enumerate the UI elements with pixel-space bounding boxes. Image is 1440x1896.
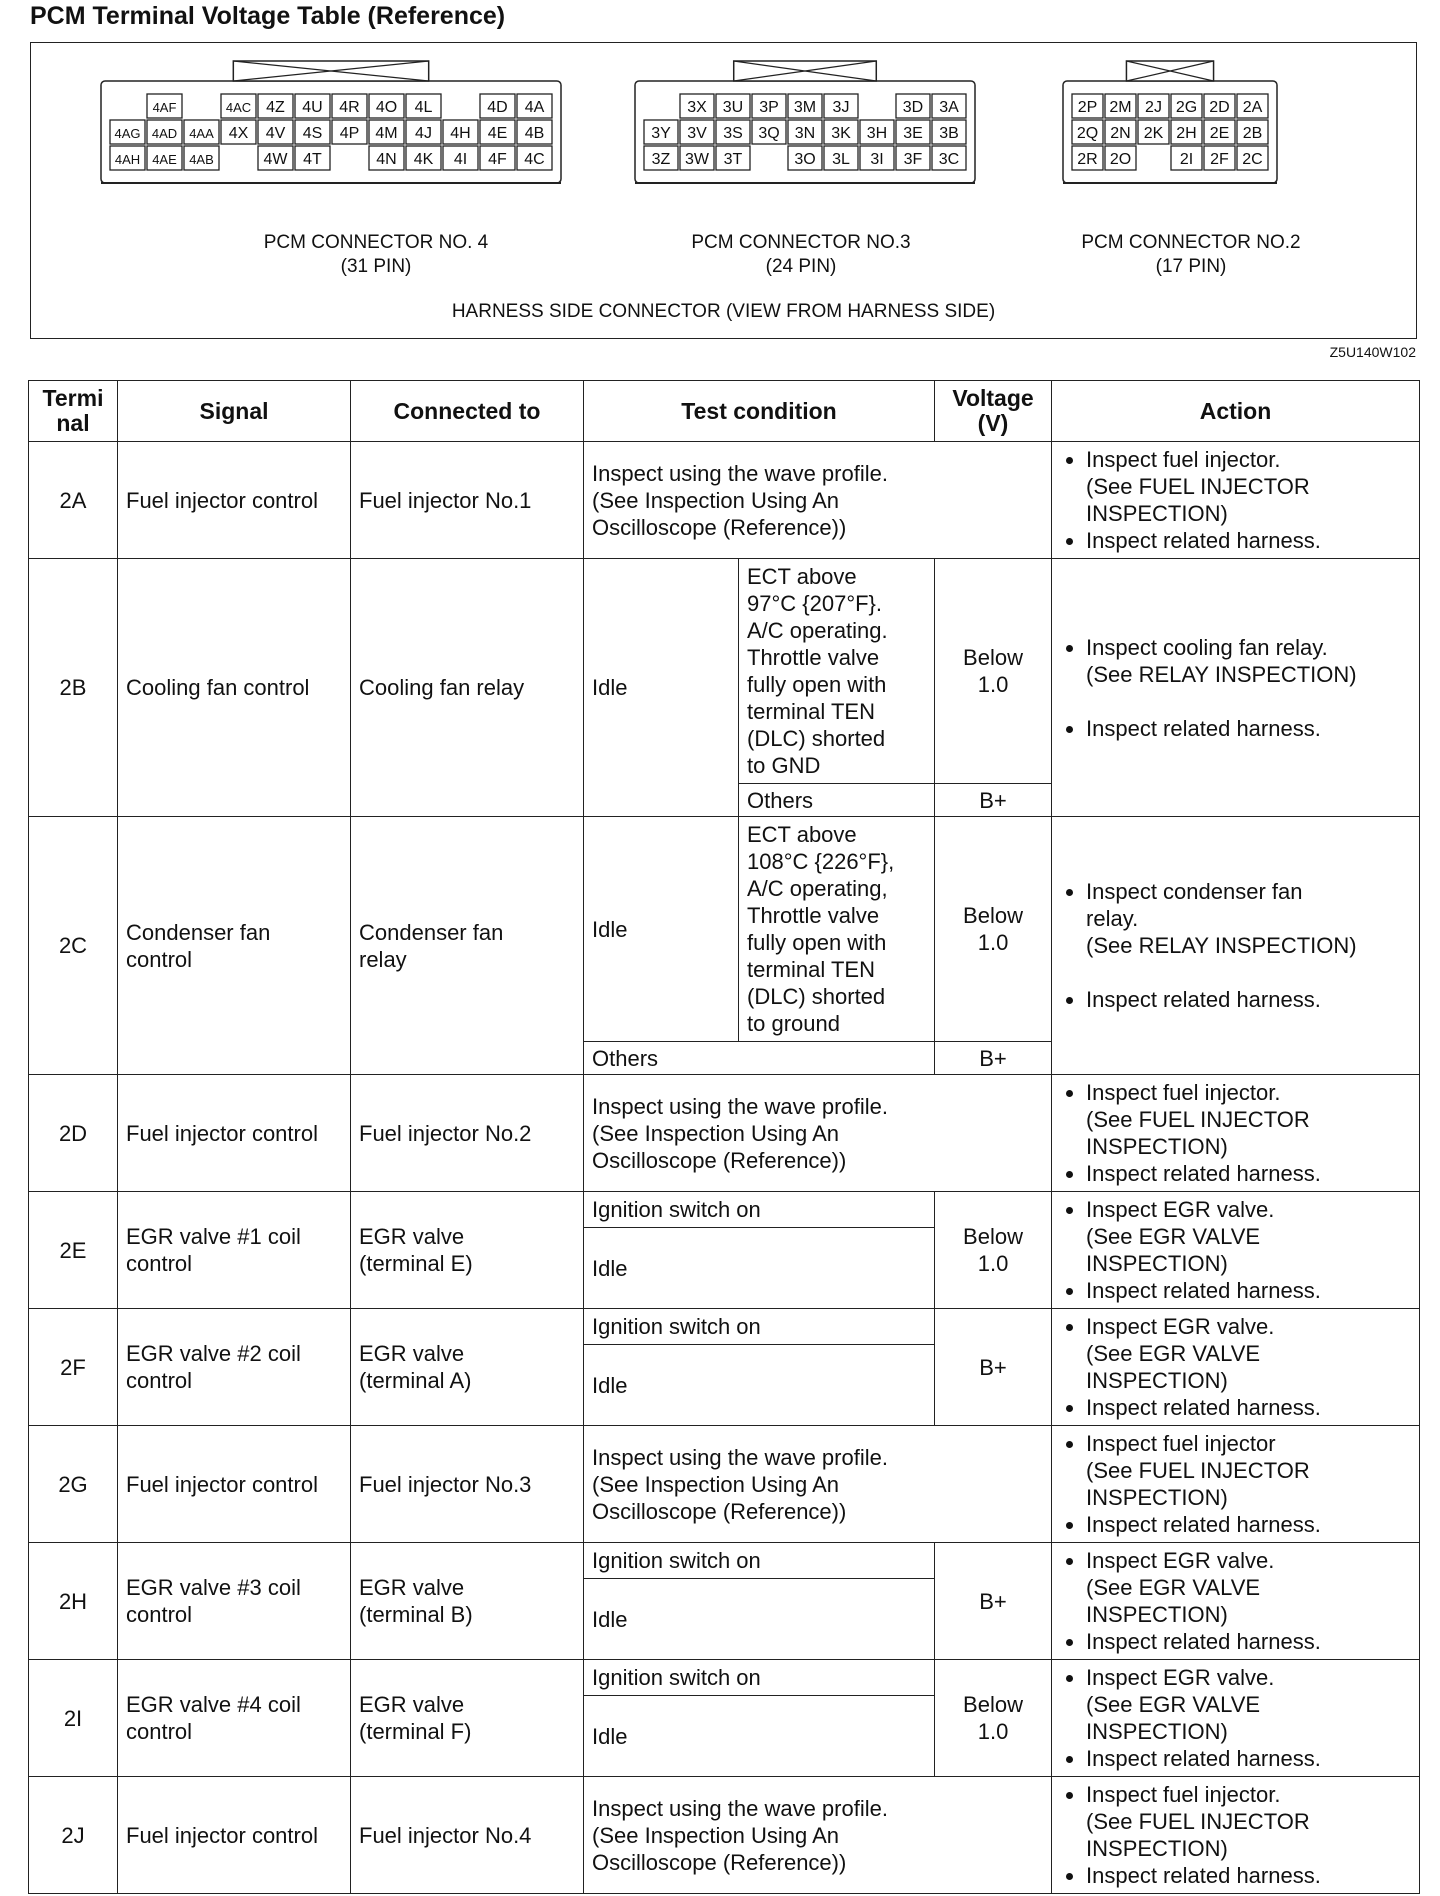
connector-no4-pin-label: 4U: [302, 99, 323, 116]
connector-no3-pin-label: 3P: [759, 99, 779, 116]
connected-cell: EGR valve (terminal B): [351, 1543, 584, 1660]
connector-no4-pin-label: 4C: [524, 151, 545, 168]
action-cell: [1052, 1660, 1420, 1777]
action-item: • Inspect related harness.: [1086, 986, 1411, 1013]
connector-no3-pin-count: (24 PIN): [765, 256, 837, 277]
header-voltage: Voltage (V): [935, 381, 1052, 442]
terminal-cell: 2F: [29, 1309, 118, 1426]
test-condition-cell: Inspect using the wave profile. (See Inspection Using An Oscilloscope (Reference)): [584, 1777, 1052, 1894]
connector-no4-pin-label: 4AC: [225, 100, 252, 115]
table-row: [29, 817, 1420, 1042]
connector-no4-pin-label: 4S: [302, 125, 323, 142]
connector-no3-pin-label: 3X: [687, 99, 707, 116]
signal-cell: Fuel injector control: [118, 1426, 351, 1543]
connector-no4-label: [211, 231, 541, 279]
table-row: [29, 1777, 1420, 1894]
connector-no4-pin-label: 4N: [376, 151, 397, 168]
voltage-cell: B+: [935, 784, 1052, 817]
connector-no4-pin-label: 4A: [524, 99, 545, 116]
test-subcondition-cell: ECT above 97°C {207°F}. A/C operating. Throttle valve fully open with terminal TEN (DLC) shorted to GND: [739, 559, 935, 784]
test-condition-cell: Ignition switch on: [584, 1660, 935, 1696]
action-item: • Inspect EGR valve. (See EGR VALVE INSPECTION): [1086, 1196, 1411, 1277]
voltage-cell: B+: [935, 1543, 1052, 1660]
connector-no2-name: PCM CONNECTOR NO.2: [1081, 232, 1301, 253]
connector-no3-pin-label: 3Y: [651, 125, 671, 142]
action-item: • Inspect EGR valve. (See EGR VALVE INSPECTION): [1086, 1313, 1411, 1394]
connector-no3-pin-label: 3F: [903, 151, 923, 168]
action-cell: [1052, 1309, 1420, 1426]
connector-no3-pin-label: 3K: [831, 125, 851, 142]
voltage-cell: Below 1.0: [935, 817, 1052, 1042]
terminal-cell: 2E: [29, 1192, 118, 1309]
harness-note: HARNESS SIDE CONNECTOR (VIEW FROM HARNESS SIDE): [451, 301, 996, 322]
connector-no4-pin-label: 4R: [339, 99, 360, 116]
connector-no3-pin-label: 3D: [902, 99, 924, 116]
connector-no4-pin-label: 4E: [487, 125, 508, 142]
table-row: [29, 1543, 1420, 1579]
test-condition-cell: Inspect using the wave profile. (See Inspection Using An Oscilloscope (Reference)): [584, 1426, 1052, 1543]
table-row: [29, 1426, 1420, 1543]
action-item: • Inspect related harness.: [1086, 1862, 1411, 1889]
connected-cell: Cooling fan relay: [351, 559, 584, 817]
voltage-cell: B+: [935, 1309, 1052, 1426]
action-item: • Inspect fuel injector (See FUEL INJECTOR INSPECTION): [1086, 1430, 1411, 1511]
action-item: • Inspect cooling fan relay. (See RELAY INSPECTION): [1086, 634, 1411, 688]
connector-no4-pin-label: 4O: [375, 99, 398, 116]
test-condition-cell: Idle: [584, 559, 739, 817]
connector-no3-pin-label: 3M: [793, 99, 817, 116]
connector-no2-pin-label: 2B: [1242, 125, 1263, 142]
connector-no2-pin-count: (17 PIN): [1155, 256, 1227, 277]
connector-no4-pin-label: 4H: [450, 125, 471, 142]
table-row: [29, 1309, 1420, 1345]
action-item: • Inspect related harness.: [1086, 1628, 1411, 1655]
terminal-cell: 2D: [29, 1075, 118, 1192]
connector-no4-pin-label: 4K: [413, 151, 434, 168]
connector-no3-pin-label: 3L: [832, 151, 850, 168]
test-condition-cell: Idle: [584, 817, 739, 1042]
connector-no3-label: [651, 231, 951, 279]
signal-cell: EGR valve #3 coil control: [118, 1543, 351, 1660]
table-row: [29, 1075, 1420, 1192]
connector-no3-pin-label: 3Q: [758, 125, 780, 142]
connected-cell: Condenser fan relay: [351, 817, 584, 1075]
test-condition-cell: Idle: [584, 1228, 935, 1309]
connector-no3-pin-label: 3N: [794, 125, 816, 142]
signal-cell: Condenser fan control: [118, 817, 351, 1075]
connected-cell: Fuel injector No.2: [351, 1075, 584, 1192]
connected-cell: EGR valve (terminal A): [351, 1309, 584, 1426]
connector-no2-pin-label: 2E: [1209, 125, 1230, 142]
connector-no2-pin-label: 2M: [1109, 99, 1132, 116]
connector-no2-pin-label: 2K: [1143, 125, 1164, 142]
test-condition-cell: Ignition switch on: [584, 1543, 935, 1579]
action-cell: [1052, 1543, 1420, 1660]
action-item: • Inspect fuel injector. (See FUEL INJECTOR INSPECTION): [1086, 1781, 1411, 1862]
connector-no2-label: [1041, 231, 1341, 279]
connector-no4-pin-label: 4X: [228, 125, 249, 142]
connector-no4-pin-label: 4AG: [114, 126, 141, 141]
header-row: [29, 381, 1420, 442]
signal-cell: Cooling fan control: [118, 559, 351, 817]
connector-no4-diagram: [101, 61, 561, 183]
connector-no2-pin-label: 2F: [1210, 151, 1229, 168]
connector-no2-pin-label: 2C: [1242, 151, 1263, 168]
connector-no2-pin-label: 2P: [1077, 99, 1098, 116]
connector-no2-pin-label: 2G: [1175, 99, 1198, 116]
action-cell: [1052, 817, 1420, 1075]
voltage-cell: Below 1.0: [935, 559, 1052, 784]
action-item: • Inspect related harness.: [1086, 1394, 1411, 1421]
action-item: • Inspect related harness.: [1086, 1277, 1411, 1304]
table-row: [29, 559, 1420, 784]
page-title: PCM Terminal Voltage Table (Reference): [30, 2, 506, 30]
connector-no3-pin-label: 3Z: [651, 151, 671, 168]
test-condition-cell: Idle: [584, 1579, 935, 1660]
connector-no3-pin-label: 3A: [939, 99, 959, 116]
action-cell: [1052, 1075, 1420, 1192]
connector-no4-pin-label: 4F: [488, 151, 507, 168]
action-item: • Inspect fuel injector. (See FUEL INJECTOR INSPECTION): [1086, 1079, 1411, 1160]
terminal-cell: 2H: [29, 1543, 118, 1660]
action-item: • Inspect related harness.: [1086, 1745, 1411, 1772]
action-cell: [1052, 1777, 1420, 1894]
connector-no3-pin-label: 3J: [832, 99, 850, 116]
voltage-cell: B+: [935, 1042, 1052, 1075]
connector-no3-pin-label: 3S: [723, 125, 743, 142]
terminal-cell: 2C: [29, 817, 118, 1075]
connector-no4-pin-label: 4AF: [152, 100, 177, 115]
terminal-cell: 2A: [29, 442, 118, 559]
action-cell: [1052, 1192, 1420, 1309]
connector-no4-pin-count: (31 PIN): [340, 256, 412, 277]
voltage-cell: Below 1.0: [935, 1192, 1052, 1309]
figure-id: Z5U140W102: [1329, 344, 1416, 360]
connector-no3-pin-label: 3O: [794, 151, 816, 168]
connector-no4-pin-label: 4T: [303, 151, 322, 168]
action-item: • Inspect EGR valve. (See EGR VALVE INSPECTION): [1086, 1664, 1411, 1745]
header-signal: Signal: [118, 381, 351, 442]
connector-no2-pin-label: 2N: [1110, 125, 1131, 142]
connector-no4-pin-label: 4W: [263, 151, 288, 168]
signal-cell: EGR valve #1 coil control: [118, 1192, 351, 1309]
connector-no4-pin-label: 4Z: [266, 99, 285, 116]
connector-no3-pin-label: 3E: [903, 125, 923, 142]
connector-no2-pin-label: 2J: [1145, 99, 1162, 116]
connected-cell: Fuel injector No.3: [351, 1426, 584, 1543]
test-condition-cell: Idle: [584, 1345, 935, 1426]
connector-no3-diagram: [635, 61, 975, 183]
terminal-cell: 2G: [29, 1426, 118, 1543]
connector-no4-pin-label: 4AB: [189, 152, 214, 167]
header-terminal: Termi nal: [29, 381, 118, 442]
test-others-cell: Others: [584, 1042, 935, 1075]
test-subcondition-cell: ECT above 108°C {226°F}, A/C operating, Throttle valve fully open with terminal TEN (DLC) shorted to ground: [739, 817, 935, 1042]
table-row: [29, 1660, 1420, 1696]
terminal-cell: 2J: [29, 1777, 118, 1894]
header-connected-to: Connected to: [351, 381, 584, 442]
test-condition-cell: Idle: [584, 1696, 935, 1777]
connector-no2-pin-label: 2R: [1077, 151, 1098, 168]
connector-diagrams: [31, 43, 1418, 340]
action-item: • Inspect condenser fan relay. (See RELAY INSPECTION): [1086, 878, 1411, 959]
signal-cell: EGR valve #2 coil control: [118, 1309, 351, 1426]
connector-no2-pin-label: 2H: [1176, 125, 1197, 142]
connector-no3-pin-label: 3W: [685, 151, 709, 168]
connector-no3-pin-label: 3I: [870, 151, 884, 168]
terminal-cell: 2I: [29, 1660, 118, 1777]
signal-cell: Fuel injector control: [118, 442, 351, 559]
signal-cell: Fuel injector control: [118, 1777, 351, 1894]
connector-no3-pin-label: 3H: [866, 125, 888, 142]
connected-cell: Fuel injector No.1: [351, 442, 584, 559]
connected-cell: EGR valve (terminal F): [351, 1660, 584, 1777]
test-condition-cell: Inspect using the wave profile. (See Inspection Using An Oscilloscope (Reference)): [584, 1075, 1052, 1192]
action-item: • Inspect related harness.: [1086, 715, 1411, 742]
connector-no2-pin-label: 2A: [1242, 99, 1263, 116]
connector-no4-pin-label: 4I: [453, 151, 468, 168]
test-condition-cell: Ignition switch on: [584, 1192, 935, 1228]
action-cell: [1052, 442, 1420, 559]
connector-no4-pin-label: 4AA: [189, 126, 214, 141]
action-item: • Inspect related harness.: [1086, 1160, 1411, 1187]
connector-no4-pin-label: 4P: [339, 125, 360, 142]
connector-no2-diagram: [1063, 61, 1277, 183]
test-condition-cell: Inspect using the wave profile. (See Inspection Using An Oscilloscope (Reference)): [584, 442, 1052, 559]
voltage-cell: Below 1.0: [935, 1660, 1052, 1777]
connector-no2-pin-label: 2Q: [1076, 125, 1099, 142]
connected-cell: Fuel injector No.4: [351, 1777, 584, 1894]
table-row: [29, 442, 1420, 559]
connector-no2-pin-label: 2D: [1209, 99, 1230, 116]
action-item: • Inspect related harness.: [1086, 527, 1411, 554]
action-item: • Inspect fuel injector. (See FUEL INJECTOR INSPECTION): [1086, 446, 1411, 527]
connector-no4-pin-label: 4D: [487, 99, 508, 116]
connector-no4-pin-label: 4AD: [151, 126, 178, 141]
signal-cell: EGR valve #4 coil control: [118, 1660, 351, 1777]
connector-no3-pin-label: 3U: [722, 99, 744, 116]
connector-no3-pin-label: 3C: [938, 151, 960, 168]
connector-no3-name: PCM CONNECTOR NO.3: [691, 232, 911, 253]
connector-no4-pin-label: 4B: [524, 125, 545, 142]
table-row: [29, 1192, 1420, 1228]
test-others-cell: Others: [739, 784, 935, 817]
connector-no4-pin-label: 4AH: [114, 152, 141, 167]
connector-no3-pin-label: 3V: [687, 125, 707, 142]
test-condition-cell: Ignition switch on: [584, 1309, 935, 1345]
action-cell: [1052, 1426, 1420, 1543]
connector-no3-pin-label: 3B: [939, 125, 959, 142]
connector-no4-pin-label: 4V: [265, 125, 286, 142]
terminal-voltage-table: [28, 380, 1420, 1894]
action-item: • Inspect related harness.: [1086, 1511, 1411, 1538]
action-cell: [1052, 559, 1420, 817]
action-item: • Inspect EGR valve. (See EGR VALVE INSPECTION): [1086, 1547, 1411, 1628]
connector-no2-pin-label: 2O: [1109, 151, 1132, 168]
signal-cell: Fuel injector control: [118, 1075, 351, 1192]
connector-no4-pin-label: 4L: [414, 99, 433, 116]
connector-no4-pin-label: 4J: [415, 125, 432, 142]
header-action: Action: [1052, 381, 1420, 442]
connector-no2-pin-label: 2I: [1179, 151, 1194, 168]
connected-cell: EGR valve (terminal E): [351, 1192, 584, 1309]
connector-no4-pin-label: 4AE: [152, 152, 177, 167]
terminal-cell: 2B: [29, 559, 118, 817]
connector-no4-pin-label: 4M: [375, 125, 398, 142]
connector-diagram-panel: [30, 42, 1417, 339]
header-test-condition: Test condition: [584, 381, 935, 442]
connector-no3-pin-label: 3T: [723, 151, 743, 168]
connector-no4-name: PCM CONNECTOR NO. 4: [263, 232, 489, 253]
